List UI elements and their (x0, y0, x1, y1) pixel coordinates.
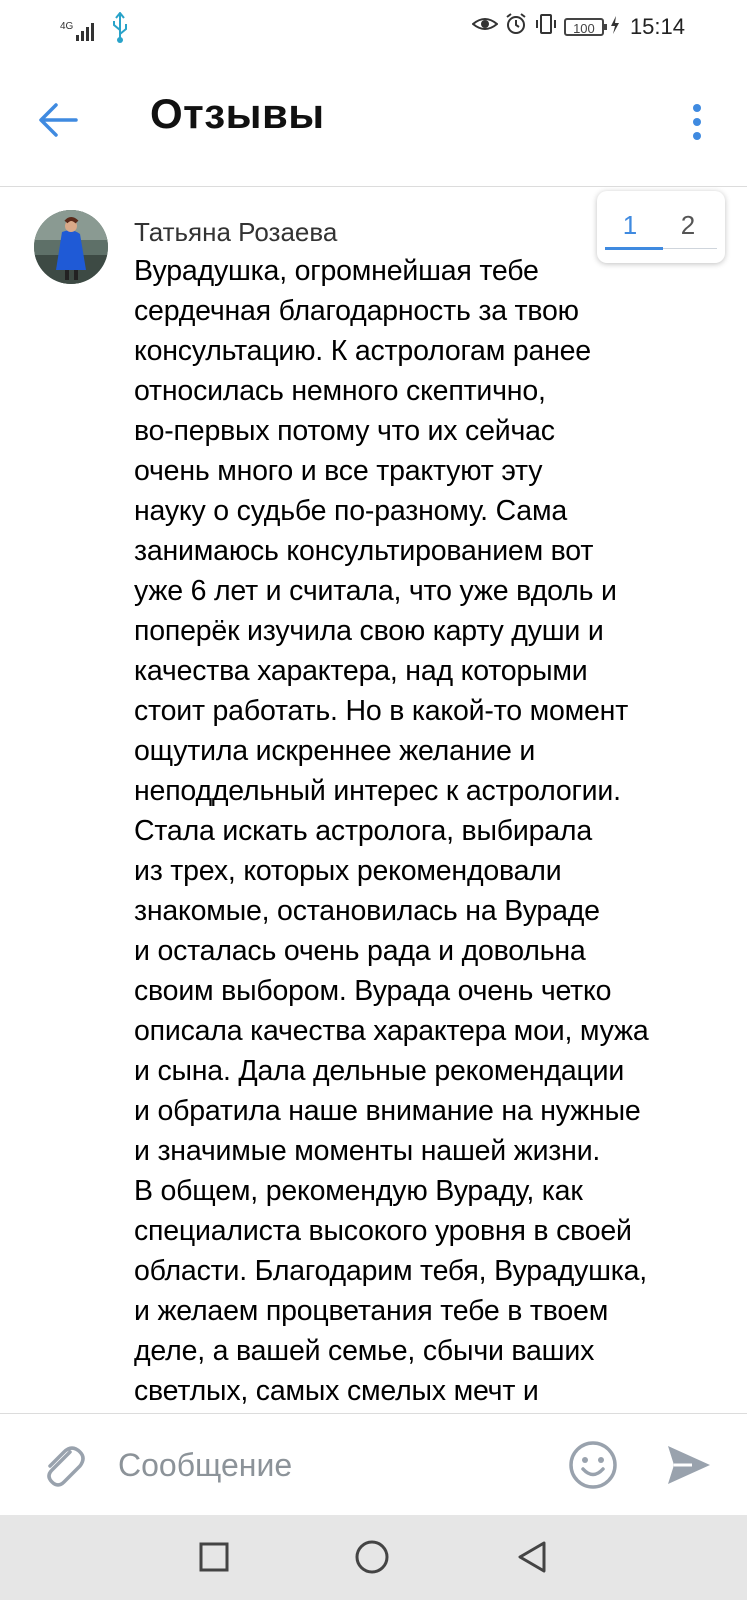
back-button[interactable] (30, 92, 86, 148)
review-author[interactable]: Татьяна Розаева (134, 217, 338, 247)
square-icon (198, 1541, 230, 1573)
signal-icon (60, 21, 102, 41)
page-tab-1[interactable]: 1 (622, 210, 638, 240)
status-bar-right (472, 12, 685, 42)
send-icon (664, 1440, 714, 1490)
battery-icon: 100 (564, 18, 604, 36)
more-vertical-icon (692, 104, 702, 140)
page-divider-line (663, 248, 717, 249)
alarm-icon (504, 12, 528, 42)
status-bar (0, 0, 747, 56)
usb-icon (110, 12, 130, 49)
message-input[interactable] (118, 1438, 538, 1492)
system-navigation-bar (0, 1515, 747, 1600)
network-type: 4G (60, 20, 74, 32)
paperclip-icon (36, 1438, 90, 1492)
circle-icon (354, 1539, 390, 1575)
home-button[interactable] (350, 1535, 394, 1579)
more-options-button[interactable] (683, 92, 711, 152)
page-title: Отзывы (150, 90, 325, 137)
recent-apps-button[interactable] (192, 1535, 236, 1579)
triangle-back-icon (516, 1540, 548, 1574)
header (0, 56, 747, 187)
emoji-button[interactable] (566, 1438, 620, 1492)
page-tab-2[interactable]: 2 (680, 210, 696, 240)
send-button[interactable] (664, 1440, 714, 1490)
smile-icon (566, 1438, 620, 1492)
review-text: Вурадушка, огромнейшая тебе сердечная благодарность за твою консультацию. К астрологам ранее относилась немного скептично, во-первых потому что их сейчас очень много и все трактуют эту науку о судьбе по-разному. Сама занимаюсь консультированием вот уже 6 лет и считала, что уже вдоль и поперёк изучила свою карту души и качества характера, над которыми стоит работать. Но в какой-то момент ощутила искреннее желание и неподдельный интерес к астрологии. Стала искать астролога, выбирала из трех, которых рекомендовали знакомые, остановилась на Вураде и осталась очень рада и довольна своим выбором. Вурада очень четко описала качества характера мои, мужа и сына. Дала дельные рекомендации и обратила наше внимание на нужные и значимые моменты нашей жизни. В общем, рекомендую Вураду, как специалиста высокого уровня в своей области. Благодарим тебя, Вурадушка, и желаем процветания тебе в твоем деле, а вашей семье, сбычи ваших светлых, самых смелых мечт и (134, 255, 649, 1407)
message-composer (0, 1413, 747, 1516)
review-feed[interactable] (0, 187, 747, 1413)
vibrate-icon (534, 12, 558, 42)
attach-button[interactable] (36, 1438, 90, 1492)
page-switcher (597, 191, 725, 263)
active-page-indicator (605, 247, 663, 250)
arrow-left-icon (36, 102, 80, 138)
charging-icon (610, 14, 620, 40)
status-bar-left (60, 12, 130, 49)
back-nav-button[interactable] (510, 1535, 554, 1579)
avatar[interactable] (34, 210, 108, 284)
eye-icon (472, 14, 498, 40)
clock: 15:14 (629, 14, 685, 39)
